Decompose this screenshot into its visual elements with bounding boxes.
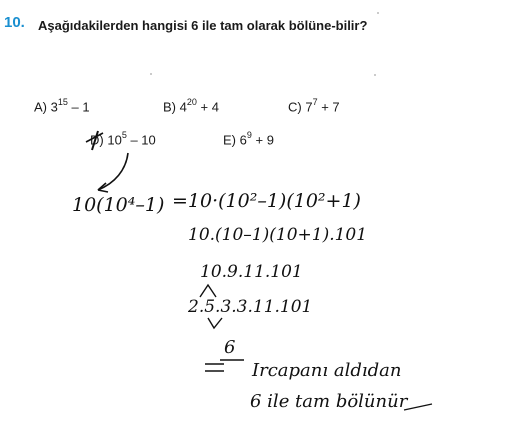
option-b-label: B) [163, 99, 176, 115]
option-e-label: E) [223, 132, 236, 148]
caret-mark [208, 318, 222, 328]
option-e-exp: 9 [246, 130, 252, 140]
option-d-rest: – 10 [126, 132, 156, 148]
solution-line1-left: 10(10⁴–1) [72, 194, 165, 216]
option-a-label: A) [34, 99, 47, 115]
option-c-base: 7 [305, 99, 313, 115]
question-number: 10. [4, 14, 25, 31]
option-c-label: C) [288, 99, 302, 115]
option-b-base: 4 [179, 99, 187, 115]
option-d-exp: 5 [121, 130, 127, 140]
arrow-line [98, 153, 128, 190]
option-a-exp: 15 [57, 97, 68, 107]
option-c-rest: + 7 [317, 99, 340, 115]
solution-line1-right: =10·(10²–1)(10²+1) [172, 190, 361, 212]
question-text: Aşağıdakilerden hangisi 6 ile tam olarak bölüne-bilir? [38, 18, 368, 33]
answer-check-mark [92, 131, 98, 150]
solution-line6: 6 ile tam bölünür [250, 391, 408, 412]
option-b-rest: + 4 [196, 99, 219, 115]
option-a-base: 3 [50, 99, 58, 115]
solution-line3: 10.9.11.101 [200, 262, 303, 282]
option-e-base: 6 [239, 132, 247, 148]
option-c-exp: 7 [312, 97, 318, 107]
option-b-exp: 20 [186, 97, 197, 107]
solution-line2: 10.(10–1)(10+1).101 [188, 225, 368, 245]
solution-line5-number: 6 [224, 337, 236, 358]
option-e-rest: + 9 [251, 132, 274, 148]
option-d-label: D) [90, 132, 104, 148]
solution-line4: 2.5.3.3.11.101 [188, 297, 313, 317]
option-a-rest: – 1 [67, 99, 90, 115]
option-d-base: 10 [107, 132, 122, 148]
underline-mark [404, 404, 432, 410]
caret-mark [200, 285, 216, 297]
arrow-line [205, 364, 224, 371]
solution-line5-text: Ircapanı aldıdan [252, 360, 402, 381]
